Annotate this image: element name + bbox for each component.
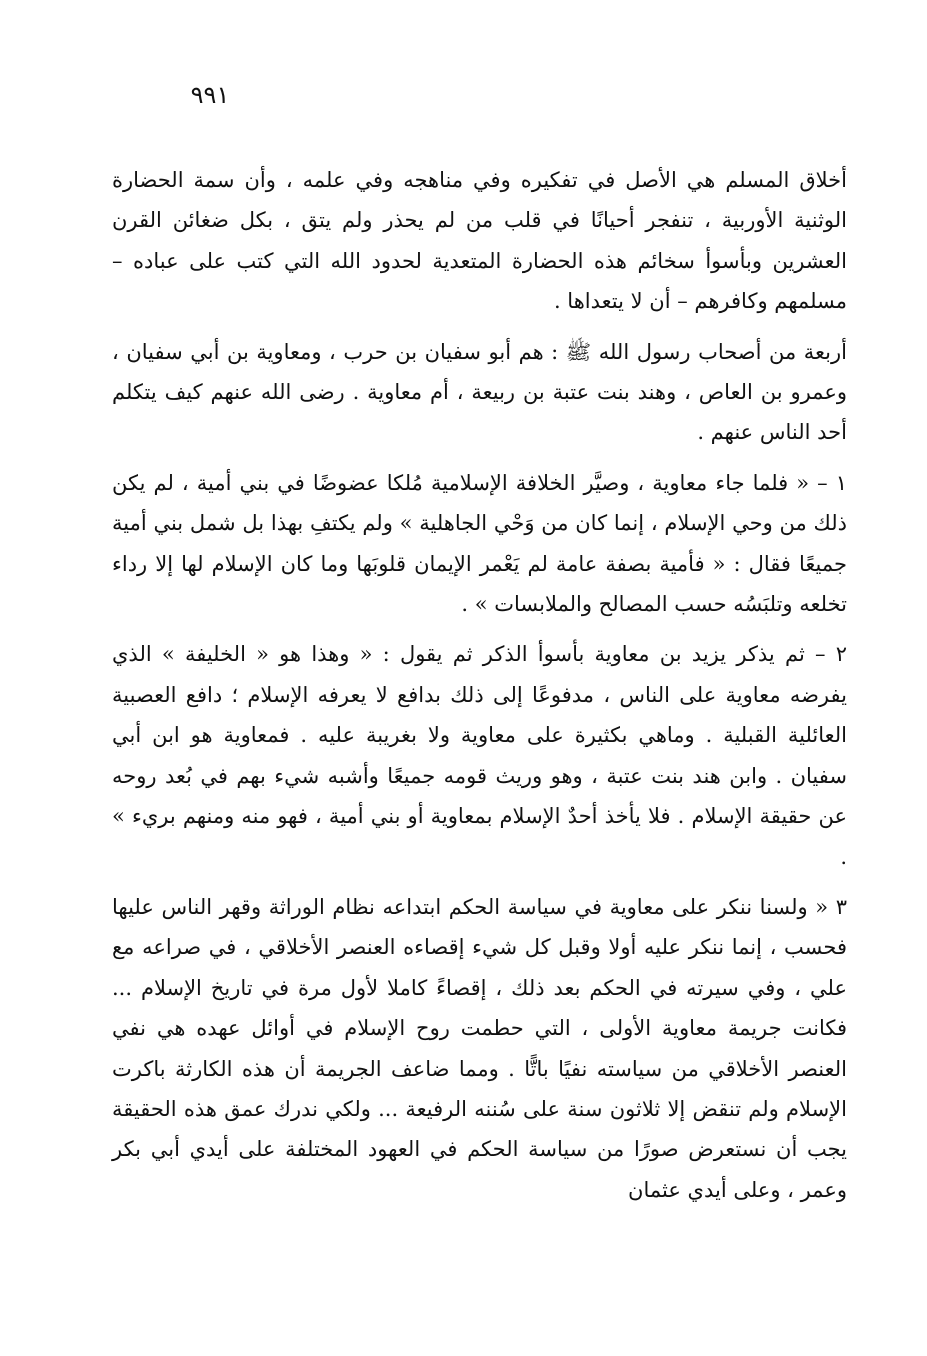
page-number: ٩٩١ [190,81,230,109]
paragraph-intro: أخلاق المسلم هي الأصل في تفكيره وفي مناهجه وفي علمه ، وأن سمة الحضارة الوثنية الأوربية ، تنفجر أحيانًا في قلب من لم يحذر ولم يتق ، بكل ضغائن القرن العشرين وبأسوأ سخائم هذه الحضارة المتعدية لحدود الله التي كتب على عباده – مسلمهم وكافرهم – أن لا يتعداها . [112,168,847,314]
paragraph-point-3: ٣ « ولسنا ننكر على معاوية في سياسة الحكم ابتداعه نظام الوراثة وقهر الناس عليها فحسب ، إنما ننكر عليه أولا وقبل كل شيء إقصاءه العنصر الأخلاقي ، في صراعه مع علي ، وفي سيرته في الحكم بعد ذلك ، إقصاءً كاملا لأول مرة في تاريخ الإسلام ... فكانت جريمة معاوية الأولى ، التي حطمت روح الإسلام في أوائل عهده هي نفي العنصر الأخلاقي من سياسته نفيًا باتًّا . ومما ضاعف الجريمة أن هذه الكارثة باكرت الإسلام ولم تنقض إلا ثلاثون سنة على سُننه الرفيعة ... ولكي ندرك عمق هذه الحقيقة يجب أن نستعرض صورًا من سياسة الحكم في العهود المختلفة على أيدي أبي بكر وعمر ، وعلى أيدي عثمان [112,894,847,1202]
body-text [112,160,847,1210]
paragraph-companions: أربعة من أصحاب رسول الله ﷺ : هم أبو سفيان بن حرب ، ومعاوية بن أبي سفيان ، وعمرو بن العاص ، وهند بنت عتبة بن ربيعة ، أم معاوية . رضى الله عنهم كيف يتكلم أحد الناس عنهم . [112,339,847,445]
paragraph-point-2: ٢ – ثم يذكر يزيد بن معاوية بأسوأ الذكر ثم يقول : « وهذا هو « الخليفة » الذي يفرضه معاوية على الناس ، مدفوعًا إلى ذلك بدافع لا يعرفه الإسلام ؛ دافع العصبية العائلية القبلية . وماهي بكثيرة على معاوية ولا بغريبة عليه . فمعاوية هو ابن أبي سفيان . وابن هند بنت عتبة ، وهو وريث قومه جميعًا وأشبه شيء بهم في بُعد روحه عن حقيقة الإسلام . فلا يأخذ أحدٌ الإسلام بمعاوية أو بني أمية ، فهو منه ومنهم بريء » . [112,642,847,869]
paragraph-point-1: ١ – « فلما جاء معاوية ، وصيَّر الخلافة الإسلامية مُلكا عضوضًا في بني أمية ، لم يكن ذلك من وحي الإسلام ، إنما كان من وَحْي الجاهلية » ولم يكتفِ بهذا بل شمل بني أمية جميعًا فقال : « فأمية بصفة عامة لم يَعْمر الإيمان قلوبَها وما كان الإسلام لها إلا رداء تخلعه وتلبَسُه حسب المصالح والملابسات » . [112,470,847,617]
